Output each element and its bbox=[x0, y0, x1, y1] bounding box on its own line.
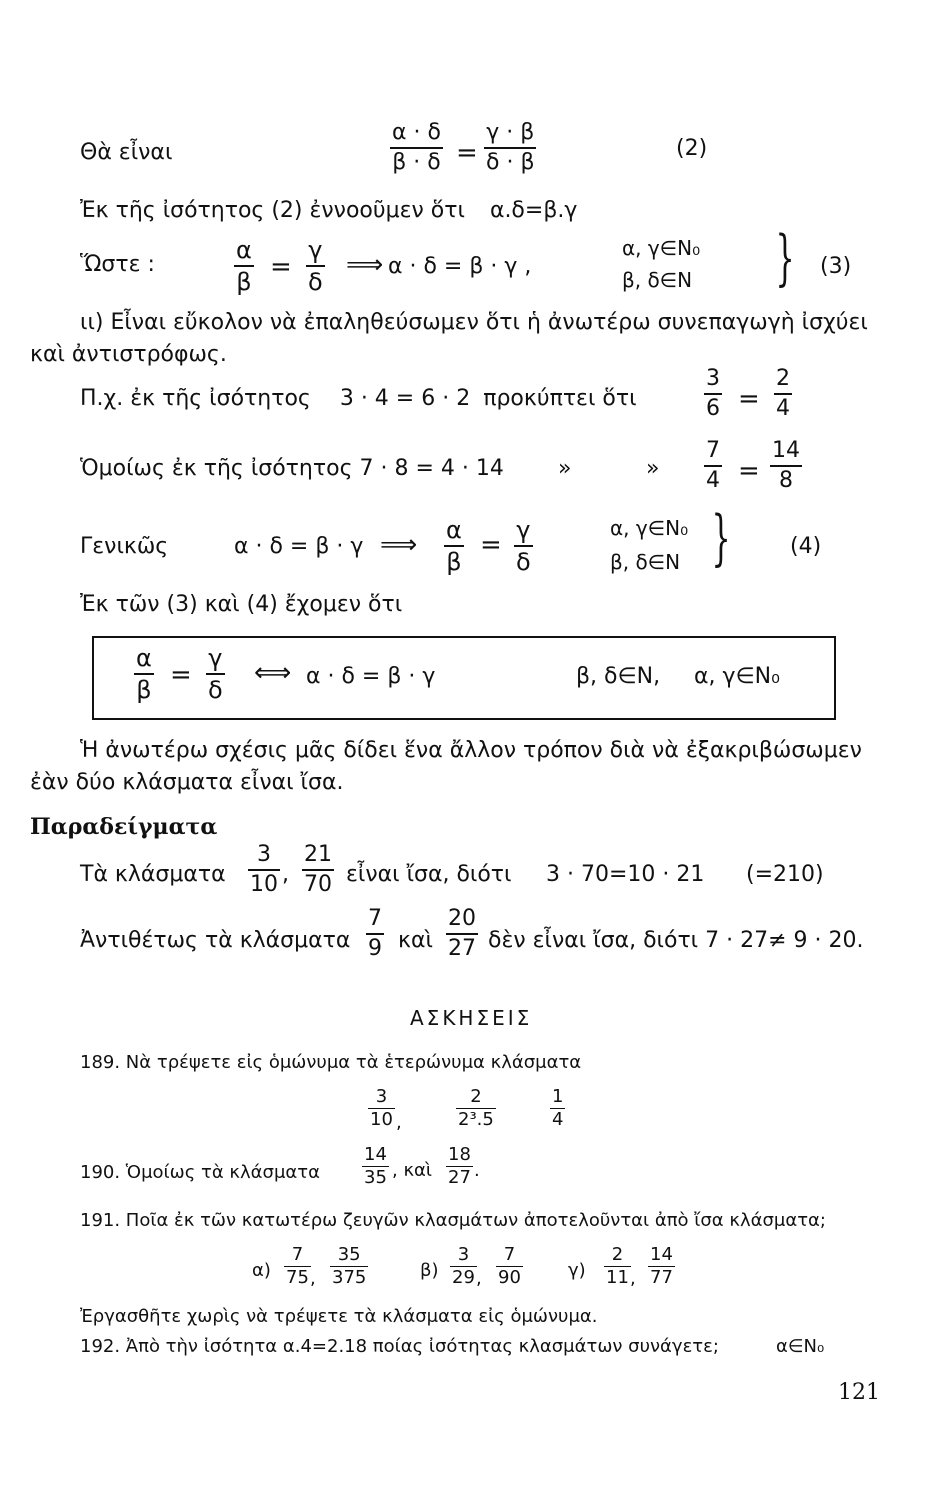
section-heading-examples: Παραδείγματα bbox=[30, 814, 218, 840]
comma: , bbox=[282, 862, 289, 887]
fraction-7-75: 7 75 bbox=[286, 1244, 309, 1288]
text-tha-einai: Θὰ εἶναι bbox=[80, 140, 173, 165]
equals-sign: = bbox=[456, 138, 478, 168]
fraction-a-b: α β bbox=[136, 644, 152, 704]
condition-a-g: α, γ∈N₀ bbox=[610, 516, 689, 540]
condition-b-d: β, δ∈N bbox=[622, 268, 693, 292]
expr-ad-bg: α · δ = β · γ , bbox=[388, 254, 532, 279]
fraction-g-d: γ δ bbox=[516, 516, 531, 576]
fraction-7-90: 7 90 bbox=[498, 1244, 521, 1288]
text-genikos: Γενικῶς bbox=[80, 534, 169, 559]
fraction-18-27: 18 27 bbox=[448, 1144, 471, 1188]
comma: , bbox=[476, 1268, 482, 1289]
implies-arrow: ⟹ bbox=[346, 250, 384, 280]
text-den-einai-isa: δὲν εἶναι ἴσα, διότι 7 · 27≠ 9 · 20. bbox=[488, 928, 864, 953]
text-einai-isa: εἶναι ἴσα, διότι bbox=[346, 862, 512, 887]
text-ta-klasmata: Τὰ κλάσματα bbox=[80, 862, 226, 887]
exercise-192: 192. Ἀπὸ τὴν ἰσότητα α.4=2.18 ποίας ἰσότητας κλασμάτων συνάγετε; bbox=[80, 1336, 719, 1357]
equals-sign: = bbox=[170, 660, 192, 690]
fraction-g-d: γ δ bbox=[208, 644, 223, 704]
text-kai: , καὶ bbox=[392, 1160, 433, 1181]
text-oste: Ὥστε : bbox=[80, 252, 155, 277]
fraction-20-27: 20 27 bbox=[448, 906, 476, 961]
expr-3x70: 3 · 70=10 · 21 bbox=[546, 862, 705, 887]
text-ii-paragraph-line2: καὶ ἀντιστρόφως. bbox=[30, 342, 227, 367]
fraction-2-2cubed5: 2 2³.5 bbox=[458, 1086, 494, 1130]
exercise-191-note: Ἐργασθῆτε χωρὶς νὰ τρέψετε τὰ κλάσματα εἰς ὁμώνυμα. bbox=[80, 1306, 598, 1327]
fraction-7-9: 7 9 bbox=[368, 906, 382, 961]
fraction-2-4: 2 4 bbox=[776, 366, 790, 421]
fraction-gb-db: γ · β δ · β bbox=[486, 120, 535, 175]
condition-b-d: β, δ∈N, bbox=[576, 664, 661, 689]
text-anotero-line2: ἐὰν δύο κλάσματα εἶναι ἴσα. bbox=[30, 770, 344, 795]
period: . bbox=[474, 1160, 480, 1181]
exercises-title: ΑΣΚΗΣΕΙΣ bbox=[410, 1006, 533, 1030]
value-210: (=210) bbox=[746, 862, 824, 887]
fraction-3-10: 3 10 bbox=[250, 842, 278, 897]
ditto-mark: » bbox=[646, 456, 660, 481]
expr-ad-bg: α · δ = β · γ bbox=[234, 534, 364, 559]
fraction-7-4: 7 4 bbox=[706, 438, 720, 493]
label-g: γ) bbox=[568, 1260, 586, 1281]
condition-a-g: α, γ∈N₀ bbox=[694, 664, 780, 689]
text-px: Π.χ. ἐκ τῆς ἰσότητος 3 · 4 = 6 · 2 προκύπτει ὅτι bbox=[80, 386, 637, 411]
equals-sign: = bbox=[480, 530, 502, 560]
ditto-mark: » bbox=[558, 456, 572, 481]
fraction-1-4: 1 4 bbox=[552, 1086, 564, 1130]
text-ii-paragraph-line1: ιι) Εἶναι εὔκολον νὰ ἐπαληθεύσωμεν ὅτι ἡ ἀνωτέρω συνεπαγωγὴ ἰσχύει bbox=[80, 310, 868, 335]
expr-ad-bg: α · δ = β · γ bbox=[306, 664, 436, 689]
equals-sign: = bbox=[738, 456, 760, 486]
text-ek-tis-isotitos-2: Ἐκ τῆς ἰσότητος (2) ἐννοοῦμεν ὅτι α.δ=β.γ bbox=[80, 198, 578, 223]
iff-arrow: ⟺ bbox=[254, 658, 292, 688]
equation-tag-2: (2) bbox=[676, 136, 708, 161]
implies-arrow: ⟹ bbox=[380, 530, 418, 560]
fraction-14-8: 14 8 bbox=[772, 438, 800, 493]
fraction-14-35: 14 35 bbox=[364, 1144, 387, 1188]
equation-tag-4: (4) bbox=[790, 534, 822, 559]
condition-a-g: α, γ∈N₀ bbox=[622, 236, 701, 260]
text-omoios: Ὁμοίως ἐκ τῆς ἰσότητος 7 · 8 = 4 · 14 bbox=[80, 456, 504, 481]
fraction-3-6: 3 6 bbox=[706, 366, 720, 421]
right-brace-icon: } bbox=[711, 503, 731, 573]
exercise-189: 189. Νὰ τρέψετε εἰς ὁμώνυμα τὰ ἑτερώνυμα κλάσματα bbox=[80, 1052, 582, 1073]
fraction-21-70: 21 70 bbox=[304, 842, 332, 897]
text-kai: καὶ bbox=[398, 928, 433, 953]
equation-tag-3: (3) bbox=[820, 254, 852, 279]
exercise-191: 191. Ποῖα ἐκ τῶν κατωτέρω ζευγῶν κλασμάτων ἀποτελοῦνται ἀπὸ ἴσα κλάσματα; bbox=[80, 1210, 826, 1231]
comma: , bbox=[630, 1268, 636, 1289]
label-b: β) bbox=[420, 1260, 439, 1281]
fraction-g-d: γ δ bbox=[308, 236, 323, 296]
text-antithetos: Ἀντιθέτως τὰ κλάσματα bbox=[80, 928, 351, 953]
page-number: 121 bbox=[838, 1380, 880, 1405]
fraction-3-29: 3 29 bbox=[452, 1244, 475, 1288]
equals-sign: = bbox=[270, 252, 292, 282]
text-ek-ton-3-4: Ἐκ τῶν (3) καὶ (4) ἔχομεν ὅτι bbox=[80, 592, 403, 617]
text-anotero-line1: Ἡ ἀνωτέρω σχέσις μᾶς δίδει ἕνα ἄλλον τρόπον διὰ νὰ ἐξακριβώσωμεν bbox=[80, 738, 862, 763]
fraction-35-375: 35 375 bbox=[332, 1244, 367, 1288]
fraction-a-b: α β bbox=[236, 236, 252, 296]
exercise-190: 190. Ὁμοίως τὰ κλάσματα bbox=[80, 1162, 320, 1183]
comma: , bbox=[396, 1112, 402, 1133]
condition-a: α∈N₀ bbox=[776, 1336, 825, 1357]
fraction-3-10: 3 10 bbox=[370, 1086, 393, 1130]
fraction-a-b: α β bbox=[446, 516, 462, 576]
label-a: α) bbox=[252, 1260, 271, 1281]
comma: , bbox=[310, 1268, 316, 1289]
fraction-2-11: 2 11 bbox=[606, 1244, 629, 1288]
fraction-14-77: 14 77 bbox=[650, 1244, 673, 1288]
right-brace-icon: } bbox=[775, 223, 795, 293]
fraction-ad-bd: α · δ β · δ bbox=[392, 120, 441, 175]
condition-b-d: β, δ∈N bbox=[610, 550, 681, 574]
equals-sign: = bbox=[738, 384, 760, 414]
